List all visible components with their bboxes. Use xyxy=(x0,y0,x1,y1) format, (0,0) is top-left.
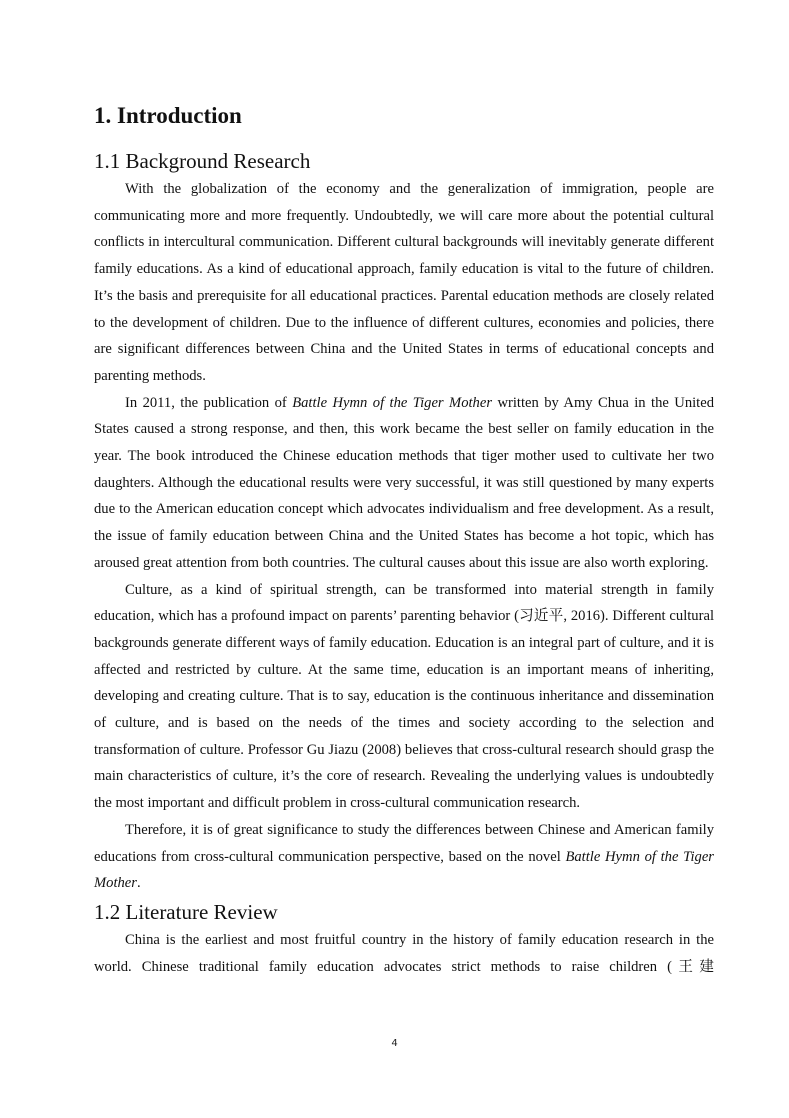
sections-container xyxy=(94,146,714,980)
section-heading: 1.1 Background Research xyxy=(94,149,311,173)
section-heading: 1.2 Literature Review xyxy=(94,899,278,924)
paragraph-text: China is the earliest and most fruitful country in the history of family education research in the world. Chinese traditional family education advocates strict methods to raise children (王建 xyxy=(94,931,714,975)
italic-title-text: Battle Hymn of the Tiger Mother xyxy=(94,848,714,892)
paragraph-text: . xyxy=(136,875,141,892)
body-paragraph xyxy=(94,927,714,980)
paragraph-text: In 2011, the publication of xyxy=(125,394,293,411)
italic-title-text: Battle Hymn of the Tiger Mother xyxy=(292,394,493,411)
chapter-heading: 1. Introduction xyxy=(94,103,242,128)
paragraph-text: With the globalization of the economy and the generalization of immigration, people are communicating more and more frequently. Undoubtedly, we will care more about the potential cultural conflicts in intercultural communication. Different cultural backgrounds will inevitably generate different family educations. As a kind of educational approach, family education is vital to the future of children. It’s the basis and prerequisite for all educational practices. Parental education methods are closely related to the development of children. Due to the influence of different cultures, economies and policies, there are significant differences between China and the United States in terms of educational concepts and parenting methods. xyxy=(94,181,714,384)
page-number: 4 xyxy=(391,1038,398,1049)
paragraph-text: Therefore, it is of great significance to study the differences between Chinese and American family educations from cross-cultural communication perspective, based on the novel xyxy=(94,821,714,865)
body-paragraph xyxy=(94,577,714,817)
page-content xyxy=(94,96,714,980)
body-paragraph xyxy=(94,176,714,390)
body-paragraph xyxy=(94,390,714,577)
paragraph-text: written by Amy Chua in the United States caused a strong response, and then, this work became the best seller on family education in the year. The book introduced the Chinese education methods that tiger mother used to cultivate her two daughters. Although the educational results were very successful, it was still questioned by many experts due to the American education concept which advocates individualism and free development. As a result, the issue of family education between China and the United States has become a hot topic, which has aroused great attention from both countries. The cultural causes about this issue are also worth exploring. xyxy=(94,394,714,571)
body-paragraph xyxy=(94,817,714,897)
paragraph-text: Culture, as a kind of spiritual strength, can be transformed into material strength in family education, which has a profound impact on parents’ parenting behavior (习近平, 2016). Different cultural backgrounds generate different ways of family education. Education is an integral part of culture, and it is affected and restricted by culture. At the same time, education is an important means of inheriting, developing and creating culture. That is to say, education is the continuous inheritance and dissemination of culture, and is based on the needs of the times and society according to the selection and transformation of culture. Professor Gu Jiazu (2008) believes that cross-cultural research should grasp the main characteristics of culture, it’s the core of research. Revealing the underlying values is undoubtedly the most important and difficult problem in cross-cultural communication research. xyxy=(94,581,714,812)
